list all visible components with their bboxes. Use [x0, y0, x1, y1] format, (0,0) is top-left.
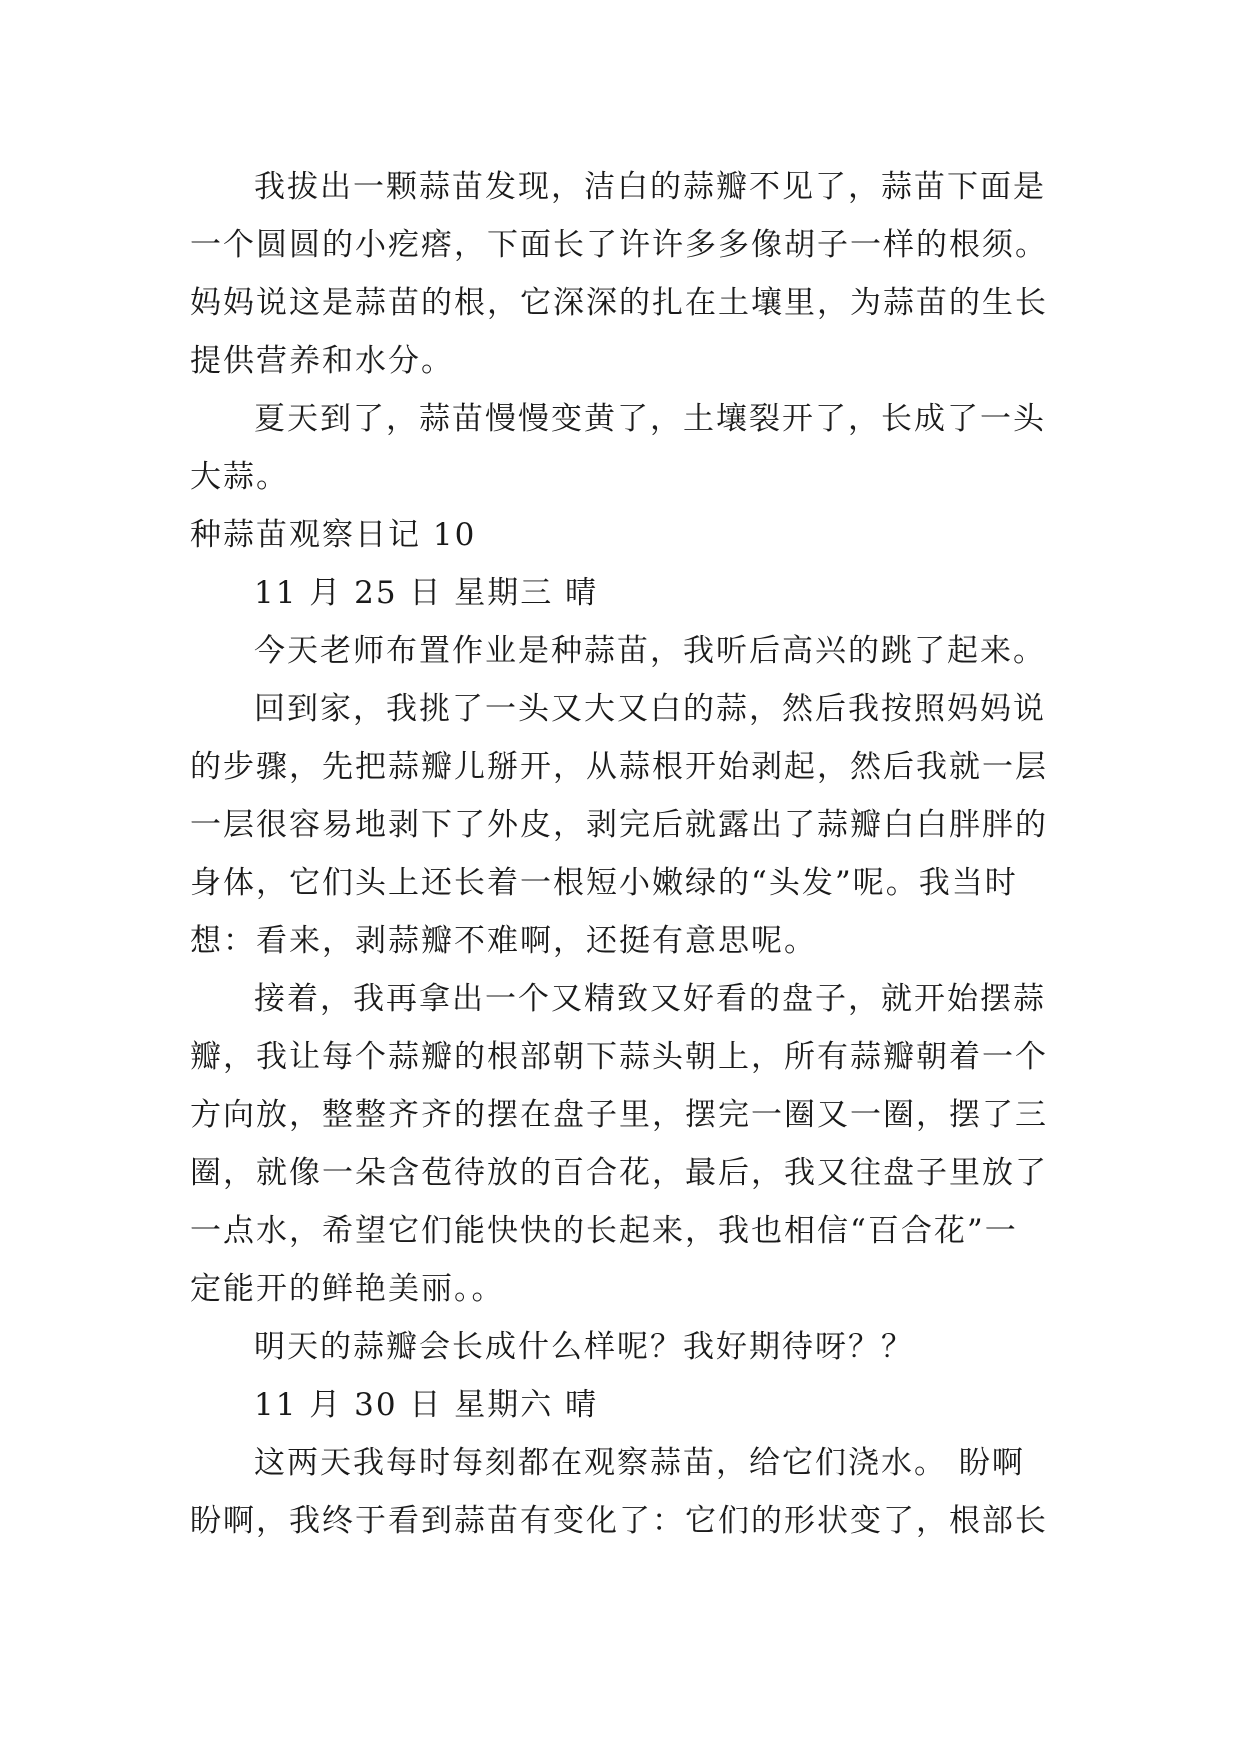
- paragraph-line: 我拔出一颗蒜苗发现，洁白的蒜瓣不见了，蒜苗下面是: [254, 169, 1046, 205]
- paragraph-line: 圈，就像一朵含苞待放的百合花，最后，我又往盘子里放了: [190, 1155, 1048, 1191]
- paragraph-line: 接着，我再拿出一个又精致又好看的盘子，就开始摆蒜: [254, 981, 1046, 1017]
- paragraph-line: 方向放，整整齐齐的摆在盘子里，摆完一圈又一圈，摆了三: [190, 1097, 1048, 1133]
- paragraph-line: 一层很容易地剥下了外皮，剥完后就露出了蒜瓣白白胖胖的: [190, 807, 1048, 843]
- paragraph-line: 这两天我每时每刻都在观察蒜苗，给它们浇水。 盼啊: [254, 1445, 1025, 1481]
- paragraph-line: 想：看来，剥蒜瓣不难啊，还挺有意思呢。: [190, 923, 817, 959]
- paragraph-line: 定能开的鲜艳美丽。。: [190, 1271, 505, 1307]
- date-line: 11 月 25 日 星期三 晴: [254, 575, 599, 611]
- paragraph-line: 妈妈说这是蒜苗的根，它深深的扎在土壤里，为蒜苗的生长: [190, 285, 1048, 321]
- paragraph-line: 身体，它们头上还长着一根短小嫩绿的“头发”呢。我当时: [190, 865, 1018, 901]
- paragraph-line: 明天的蒜瓣会长成什么样呢？我好期待呀？？: [254, 1329, 914, 1365]
- paragraph-line: 回到家，我挑了一头又大又白的蒜，然后我按照妈妈说: [254, 691, 1046, 727]
- paragraph-line: 夏天到了，蒜苗慢慢变黄了，土壤裂开了，长成了一头: [254, 401, 1046, 437]
- paragraph-line: 一个圆圆的小疙瘩，下面长了许许多多像胡子一样的根须。: [190, 227, 1048, 263]
- section-heading: 种蒜苗观察日记 10: [190, 517, 477, 553]
- paragraph-line: 今天老师布置作业是种蒜苗，我听后高兴的跳了起来。: [254, 633, 1046, 669]
- paragraph-line: 一点水，希望它们能快快的长起来，我也相信“百合花”一: [190, 1213, 1018, 1249]
- paragraph-line: 盼啊，我终于看到蒜苗有变化了：它们的形状变了，根部长: [190, 1503, 1048, 1539]
- paragraph-line: 的步骤，先把蒜瓣儿掰开，从蒜根开始剥起，然后我就一层: [190, 749, 1048, 785]
- paragraph-line: 提供营养和水分。: [190, 343, 454, 379]
- paragraph-line: 瓣，我让每个蒜瓣的根部朝下蒜头朝上，所有蒜瓣朝着一个: [190, 1039, 1048, 1075]
- paragraph-line: 大蒜。: [190, 459, 289, 495]
- document-body: [190, 158, 1070, 1550]
- date-line: 11 月 30 日 星期六 晴: [254, 1387, 599, 1423]
